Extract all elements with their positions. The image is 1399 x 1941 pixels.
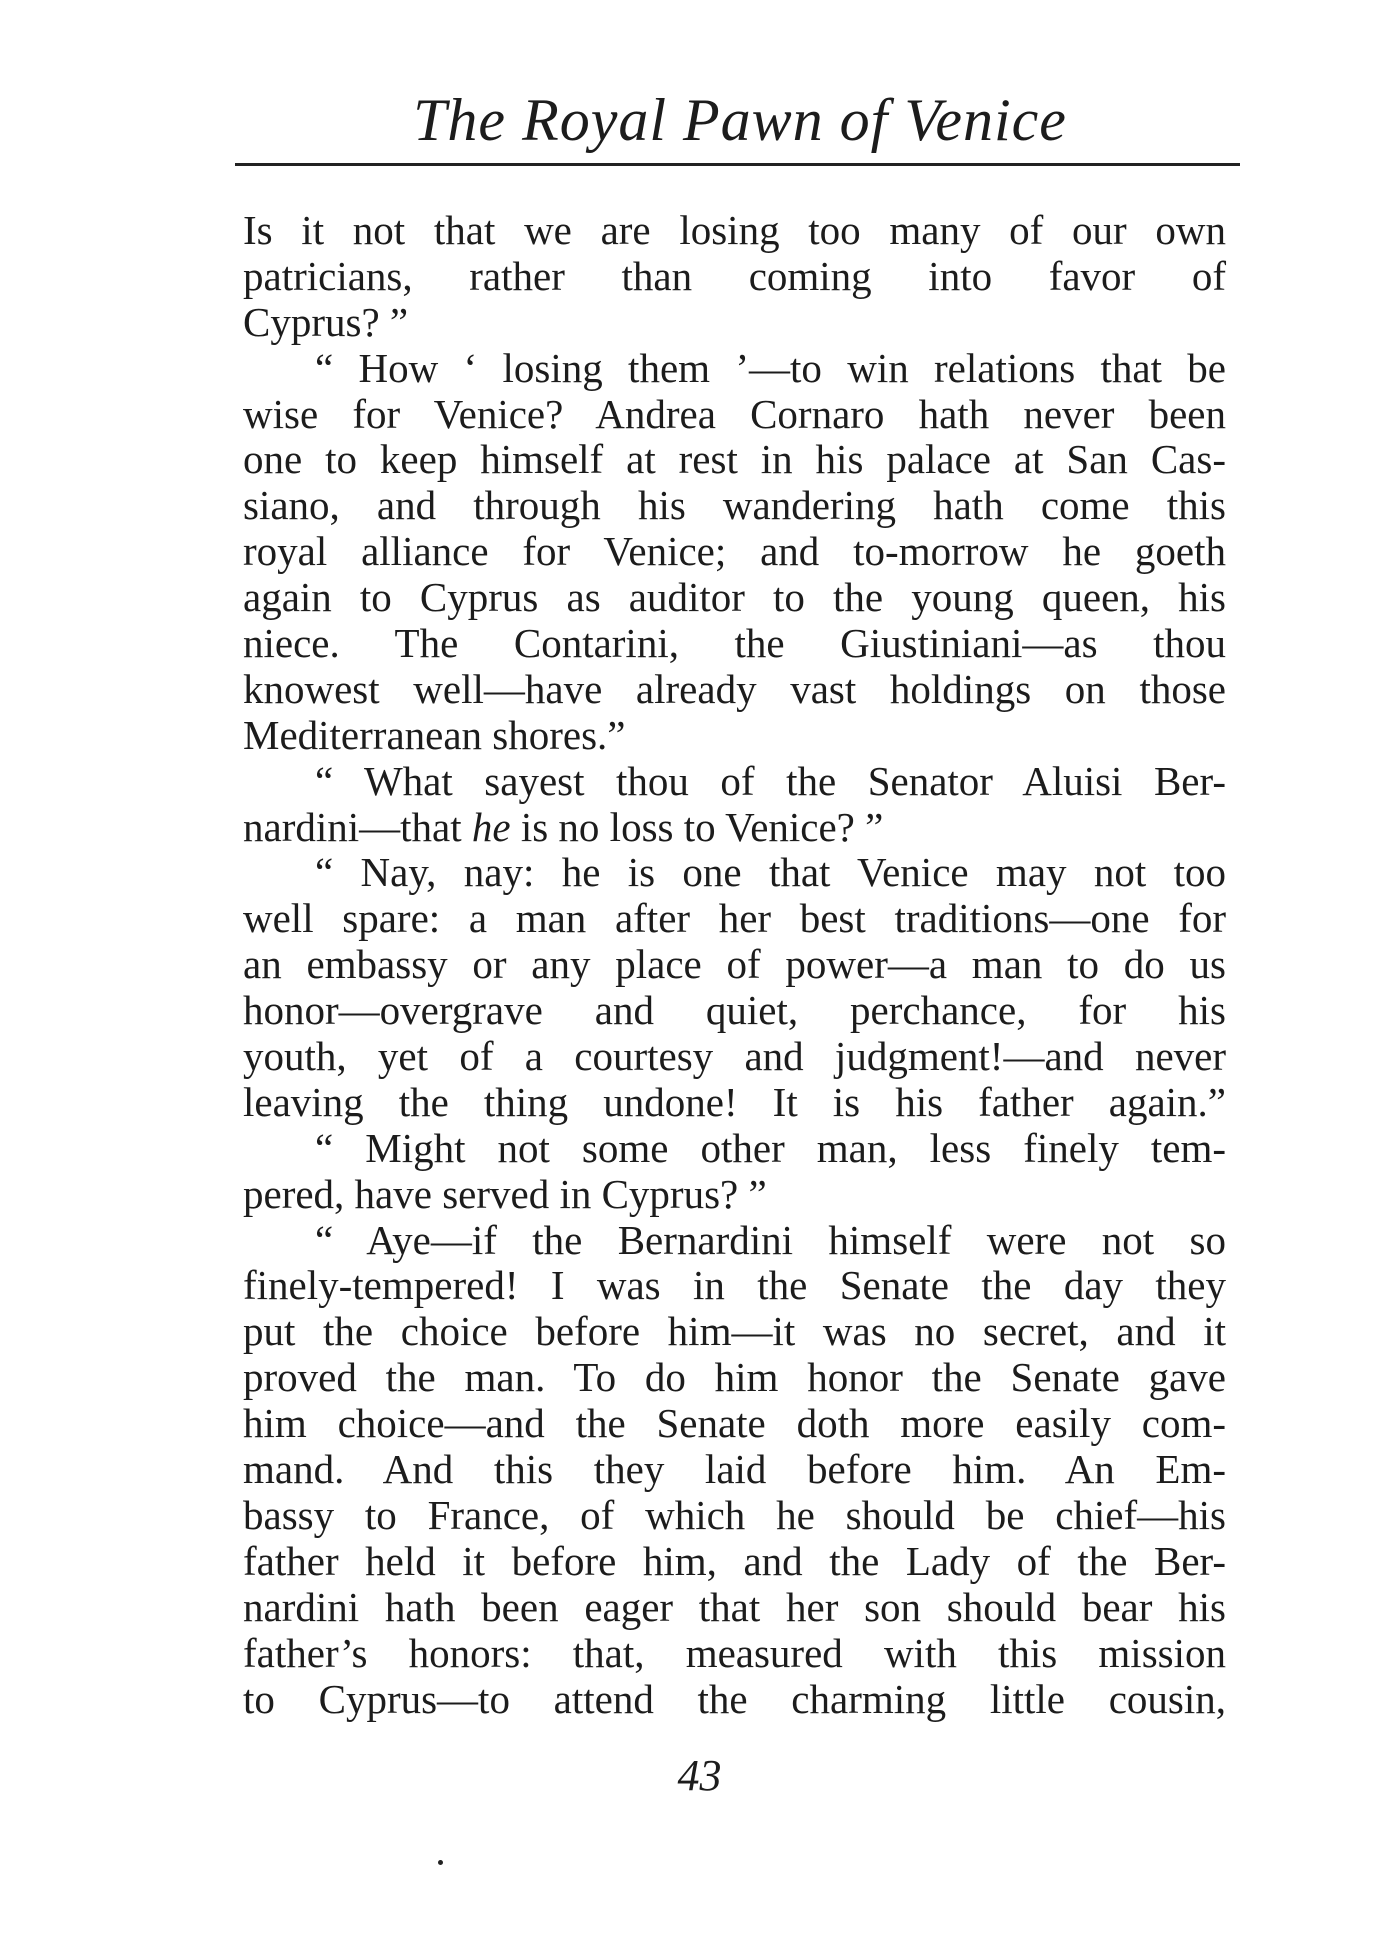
line-text: to Cyprus—to attend the charming little cousin, bbox=[243, 1675, 1226, 1722]
line-text: “ Might not some other man, less finely tem- bbox=[315, 1124, 1226, 1171]
text-line bbox=[243, 575, 1226, 621]
line-text-after: is no loss to Venice? ” bbox=[510, 803, 884, 850]
running-head: The Royal Pawn of Venice bbox=[413, 87, 1067, 153]
text-line bbox=[243, 529, 1226, 575]
line-text: leaving the thing undone! It is his father again.” bbox=[243, 1078, 1226, 1125]
line-text: father held it before him, and the Lady of the Ber- bbox=[243, 1537, 1226, 1584]
line-text: siano, and through his wandering hath come this bbox=[243, 482, 1226, 529]
text-line bbox=[243, 300, 1226, 346]
line-text: an embassy or any place of power—a man to do us bbox=[243, 941, 1226, 988]
text-line bbox=[243, 621, 1226, 667]
line-text: patricians, rather than coming into favor of bbox=[243, 252, 1226, 299]
line-text: finely-tempered! I was in the Senate the day they bbox=[243, 1262, 1226, 1309]
line-text: “ Aye—if the Bernardini himself were not so bbox=[315, 1216, 1226, 1263]
text-line bbox=[243, 1355, 1226, 1401]
text-line bbox=[243, 483, 1226, 529]
line-text: “ Nay, nay: he is one that Venice may not too bbox=[315, 849, 1226, 896]
text-line bbox=[243, 988, 1226, 1034]
text-line bbox=[243, 805, 1226, 851]
text-line bbox=[243, 759, 1226, 805]
text-line bbox=[243, 346, 1226, 392]
text-line bbox=[243, 1447, 1226, 1493]
line-text: “ What sayest thou of the Senator Aluisi Ber- bbox=[315, 757, 1226, 804]
text-line bbox=[243, 942, 1226, 988]
text-line bbox=[243, 208, 1226, 254]
text-line bbox=[243, 1539, 1226, 1585]
line-text: “ How ‘ losing them ’—to win relations that be bbox=[315, 344, 1226, 391]
line-italic-text: he bbox=[471, 803, 511, 850]
line-text: wise for Venice? Andrea Cornaro hath never been bbox=[243, 390, 1226, 437]
line-text: nardini—that bbox=[243, 803, 472, 850]
line-text: Mediterranean shores.” bbox=[243, 711, 626, 758]
line-text: royal alliance for Venice; and to-morrow he goeth bbox=[243, 528, 1226, 575]
line-text: mand. And this they laid before him. An Em- bbox=[243, 1446, 1226, 1493]
line-text: knowest well—have already vast holdings on those bbox=[243, 665, 1226, 712]
text-line bbox=[243, 1034, 1226, 1080]
text-line bbox=[243, 667, 1226, 713]
line-text: put the choice before him—it was no secret, and it bbox=[243, 1308, 1226, 1355]
line-text: proved the man. To do him honor the Senate gave bbox=[243, 1354, 1226, 1401]
text-line bbox=[243, 1263, 1226, 1309]
text-line bbox=[243, 1493, 1226, 1539]
text-line bbox=[243, 392, 1226, 438]
line-text: again to Cyprus as auditor to the young queen, his bbox=[243, 574, 1226, 621]
header-rule bbox=[235, 163, 1240, 166]
text-line bbox=[243, 850, 1226, 896]
text-line bbox=[243, 1677, 1226, 1723]
text-line bbox=[243, 713, 1226, 759]
text-line bbox=[243, 1309, 1226, 1355]
text-line bbox=[243, 1401, 1226, 1447]
line-text: pered, have served in Cyprus? ” bbox=[243, 1170, 767, 1217]
text-line bbox=[243, 1585, 1226, 1631]
body-text bbox=[243, 208, 1226, 1722]
line-text: honor—overgrave and quiet, perchance, for his bbox=[243, 987, 1226, 1034]
line-text: father’s honors: that, measured with this mission bbox=[243, 1629, 1226, 1676]
text-line bbox=[243, 1126, 1226, 1172]
print-speck bbox=[438, 1860, 443, 1865]
page-number: 43 bbox=[677, 1751, 722, 1800]
line-text: Cyprus? ” bbox=[243, 298, 409, 345]
line-text: nardini hath been eager that her son should bear his bbox=[243, 1583, 1226, 1630]
line-text: one to keep himself at rest in his palace at San Cas- bbox=[243, 436, 1226, 483]
text-line bbox=[243, 437, 1226, 483]
line-text: him choice—and the Senate doth more easily com- bbox=[243, 1400, 1226, 1447]
line-text: Is it not that we are losing too many of our own bbox=[243, 207, 1226, 253]
text-line bbox=[243, 1631, 1226, 1677]
line-text: youth, yet of a courtesy and judgment!—and never bbox=[243, 1033, 1226, 1080]
line-text: niece. The Contarini, the Giustiniani—as thou bbox=[243, 620, 1226, 667]
line-text: bassy to France, of which he should be chief—his bbox=[243, 1491, 1226, 1538]
text-line bbox=[243, 1172, 1226, 1218]
text-line bbox=[243, 1080, 1226, 1126]
text-line bbox=[243, 896, 1226, 942]
text-line bbox=[243, 254, 1226, 300]
text-line bbox=[243, 1218, 1226, 1264]
line-text: well spare: a man after her best traditions—one for bbox=[243, 895, 1226, 942]
